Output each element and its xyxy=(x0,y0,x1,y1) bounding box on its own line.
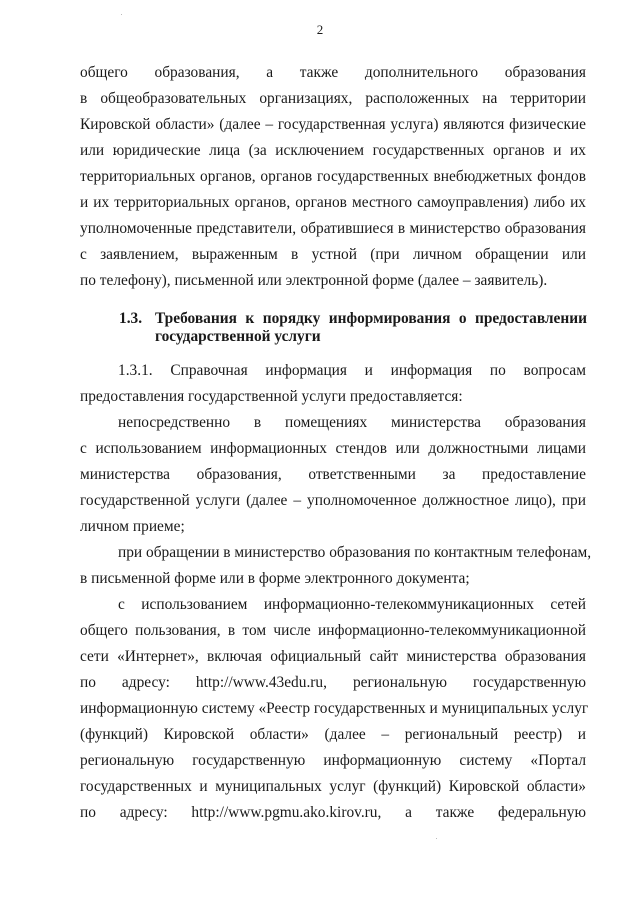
paragraph-1-line: в общеобразовательных организациях, расположенных на территории xyxy=(80,90,586,107)
paragraph-3-line: министерства образования, ответственными за предоставление xyxy=(80,466,586,483)
section-heading-line-2: государственной услуги xyxy=(155,328,321,345)
section-number: 1.3. xyxy=(119,310,143,327)
page-number: 2 xyxy=(316,22,324,37)
paragraph-1-line: по телефону), письменной или электронной форме (далее – заявитель). xyxy=(80,272,548,289)
paragraph-1-line: и их территориальных органов, органов местного самоуправления) либо их xyxy=(80,194,586,211)
paragraph-1-line: уполномоченные представители, обратившиеся в министерство образования xyxy=(80,220,586,237)
paragraph-2-line: предоставления государственной услуги предоставляется: xyxy=(80,388,463,405)
paragraph-5-line: государственных и муниципальных услуг (функций) Кировской области» xyxy=(80,778,586,795)
paragraph-5-line: (функций) Кировской области» (далее – региональный реестр) и xyxy=(80,726,586,743)
paragraph-5-line: по адресу: http://www.43edu.ru, региональную государственную xyxy=(80,674,586,691)
paragraph-5-line: информационную систему «Реестр государственных и муниципальных услуг xyxy=(80,700,589,717)
scan-speck xyxy=(436,838,437,839)
paragraph-3-line: государственной услуги (далее – уполномоченное должностное лицо), при xyxy=(80,492,586,509)
paragraph-4-line: в письменной форме или в форме электронного документа; xyxy=(80,570,470,587)
paragraph-2-line: 1.3.1. Справочная информация и информация по вопросам xyxy=(118,362,586,379)
paragraph-3-line: личном приеме; xyxy=(80,518,185,535)
paragraph-3-line: с использованием информационных стендов или должностными лицами xyxy=(80,440,586,457)
paragraph-5-line: сети «Интернет», включая официальный сайт министерства образования xyxy=(80,648,586,665)
paragraph-5-line: по адресу: http://www.pgmu.ako.kirov.ru, а также федеральную xyxy=(80,804,586,821)
paragraph-4-line: при обращении в министерство образования по контактным телефонам, xyxy=(118,544,592,561)
paragraph-1-line: с заявлением, выраженным в устной (при личном обращении или xyxy=(80,246,586,263)
paragraph-5-line: с использованием информационно-телекоммуникационных сетей xyxy=(118,596,586,613)
paragraph-1-line: территориальных органов, органов государственных внебюджетных фондов xyxy=(80,168,586,185)
scan-speck xyxy=(121,14,122,15)
section-heading-line-1 xyxy=(119,310,587,328)
paragraph-3-line: непосредственно в помещениях министерства образования xyxy=(118,414,586,431)
paragraph-1-line: или юридические лица (за исключением государственных органов и их xyxy=(80,142,586,159)
paragraph-1-line: Кировской области» (далее – государственная услуга) являются физические xyxy=(80,116,586,133)
section-title: Требования к порядку информирования о предоставлении xyxy=(155,310,587,327)
paragraph-5-line: общего пользования, в том числе информационно-телекоммуникационной xyxy=(80,622,586,639)
paragraph-5-line: региональную государственную информационную систему «Портал xyxy=(80,752,586,769)
paragraph-1-line: общего образования, а также дополнительного образования xyxy=(80,64,586,81)
